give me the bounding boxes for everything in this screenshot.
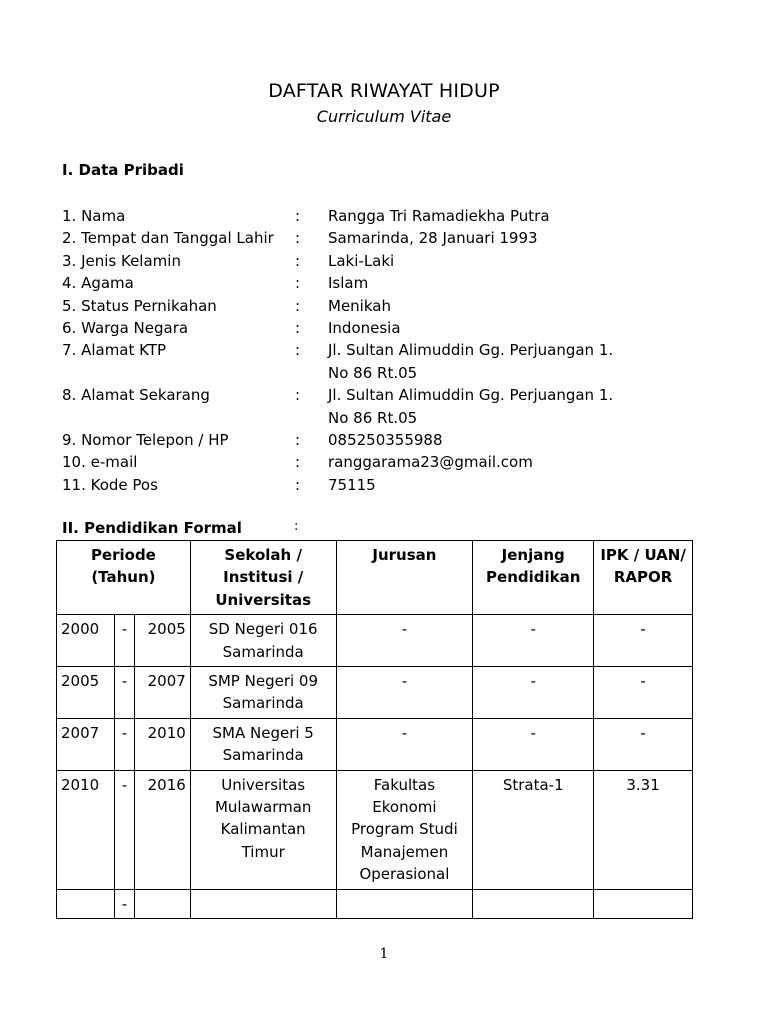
education-cell-major: Fakultas Ekonomi Program Studi Manajemen Operasional [336,770,473,889]
education-row [57,667,693,719]
personal-data-separator: : [295,296,301,315]
personal-data-value: ranggarama23@gmail.com [328,453,533,472]
personal-data-label: 2. Tempat dan Tanggal Lahir [62,229,274,248]
personal-data-separator: : [295,475,301,494]
personal-data-separator: : [295,229,301,248]
personal-data-separator: : [295,453,301,472]
personal-data-value: Laki-Laki [328,251,395,270]
education-cell-major: - [336,615,473,667]
education-cell-gpa [594,889,693,918]
education-cell-school [190,889,336,918]
personal-data-value: No 86 Rt.05 [328,363,418,382]
personal-data-label: 1. Nama [62,207,126,225]
personal-data-value: Indonesia [328,318,401,337]
education-cell-gpa: - [594,667,693,719]
education-cell-start: 2005 [57,667,115,719]
personal-data-separator: : [295,207,301,225]
education-cell-school: Universitas Mulawarman Kalimantan Timur [190,770,336,889]
document-subtitle: Curriculum Vitae [316,107,452,126]
education-table-body [57,615,693,919]
education-cell-end: 2010 [134,718,190,770]
education-cell-gpa: - [594,615,693,667]
personal-data-value: Samarinda, 28 Januari 1993 [328,229,538,248]
education-cell-school: SD Negeri 016 Samarinda [190,615,336,667]
section-heading-education [62,519,299,537]
personal-data-label: 3. Jenis Kelamin [62,251,181,270]
header-gpa: IPK / UAN/ RAPOR [594,541,693,615]
personal-data-separator: : [295,251,301,270]
personal-data-separator: : [295,386,301,405]
education-cell-start: 2010 [57,770,115,889]
personal-data-label: 6. Warga Negara [62,318,189,337]
personal-data-label: 11. Kode Pos [62,475,158,494]
education-cell-level: - [473,615,594,667]
education-row [57,718,693,770]
page-number: 1 [379,946,389,962]
section-heading-education-colon: : [294,519,299,534]
education-cell-end: 2007 [134,667,190,719]
personal-data-value: Islam [328,274,369,293]
education-cell-major: - [336,718,473,770]
personal-data-value: Jl. Sultan Alimuddin Gg. Perjuangan 1. [328,341,614,360]
education-cell-major [336,889,473,918]
education-cell-dash: - [114,889,134,918]
section-heading-personal: I. Data Pribadi [62,161,184,179]
personal-data-value: Jl. Sultan Alimuddin Gg. Perjuangan 1. [328,386,614,405]
education-cell-end: 2005 [134,615,190,667]
personal-data-separator: : [295,430,301,449]
education-cell-gpa: - [594,718,693,770]
education-cell-end [134,889,190,918]
education-cell-end: 2016 [134,770,190,889]
personal-data-label: 10. e-mail [62,453,138,472]
education-row [57,770,693,889]
section-heading-education-label: II. Pendidikan Formal [62,519,242,537]
education-cell-major: - [336,667,473,719]
education-cell-start: 2000 [57,615,115,667]
education-table-header-row [57,541,693,615]
personal-data-value: Menikah [328,296,391,315]
personal-data-label: 5. Status Pernikahan [62,296,217,315]
education-row [57,889,693,918]
personal-data-separator: : [295,318,301,337]
header-school: Sekolah / Institusi / Universitas [190,541,336,615]
education-cell-start [57,889,115,918]
education-cell-level [473,889,594,918]
education-cell-level: Strata-1 [473,770,594,889]
personal-data-separator: : [295,274,301,293]
header-level: Jenjang Pendidikan [473,541,594,615]
personal-data-value: 085250355988 [328,430,443,449]
education-cell-dash: - [114,615,134,667]
education-cell-start: 2007 [57,718,115,770]
document-title: DAFTAR RIWAYAT HIDUP [268,80,500,102]
header-period: Periode (Tahun) [57,541,191,615]
education-row [57,615,693,667]
education-cell-school: SMP Negeri 09 Samarinda [190,667,336,719]
education-cell-level: - [473,718,594,770]
personal-data-label: 7. Alamat KTP [62,341,167,360]
education-cell-gpa: 3.31 [594,770,693,889]
personal-data-separator: : [295,341,301,360]
education-cell-school: SMA Negeri 5 Samarinda [190,718,336,770]
personal-data-value: No 86 Rt.05 [328,408,418,427]
education-cell-dash: - [114,667,134,719]
education-table [56,540,693,919]
personal-data-value: 75115 [328,475,376,494]
personal-data-label: 8. Alamat Sekarang [62,386,210,405]
education-cell-dash: - [114,770,134,889]
personal-data-label: 4. Agama [62,274,134,293]
personal-data-value: Rangga Tri Ramadiekha Putra [328,207,550,225]
header-major: Jurusan [336,541,473,615]
personal-data-label: 9. Nomor Telepon / HP [62,430,229,449]
education-cell-level: - [473,667,594,719]
education-cell-dash: - [114,718,134,770]
